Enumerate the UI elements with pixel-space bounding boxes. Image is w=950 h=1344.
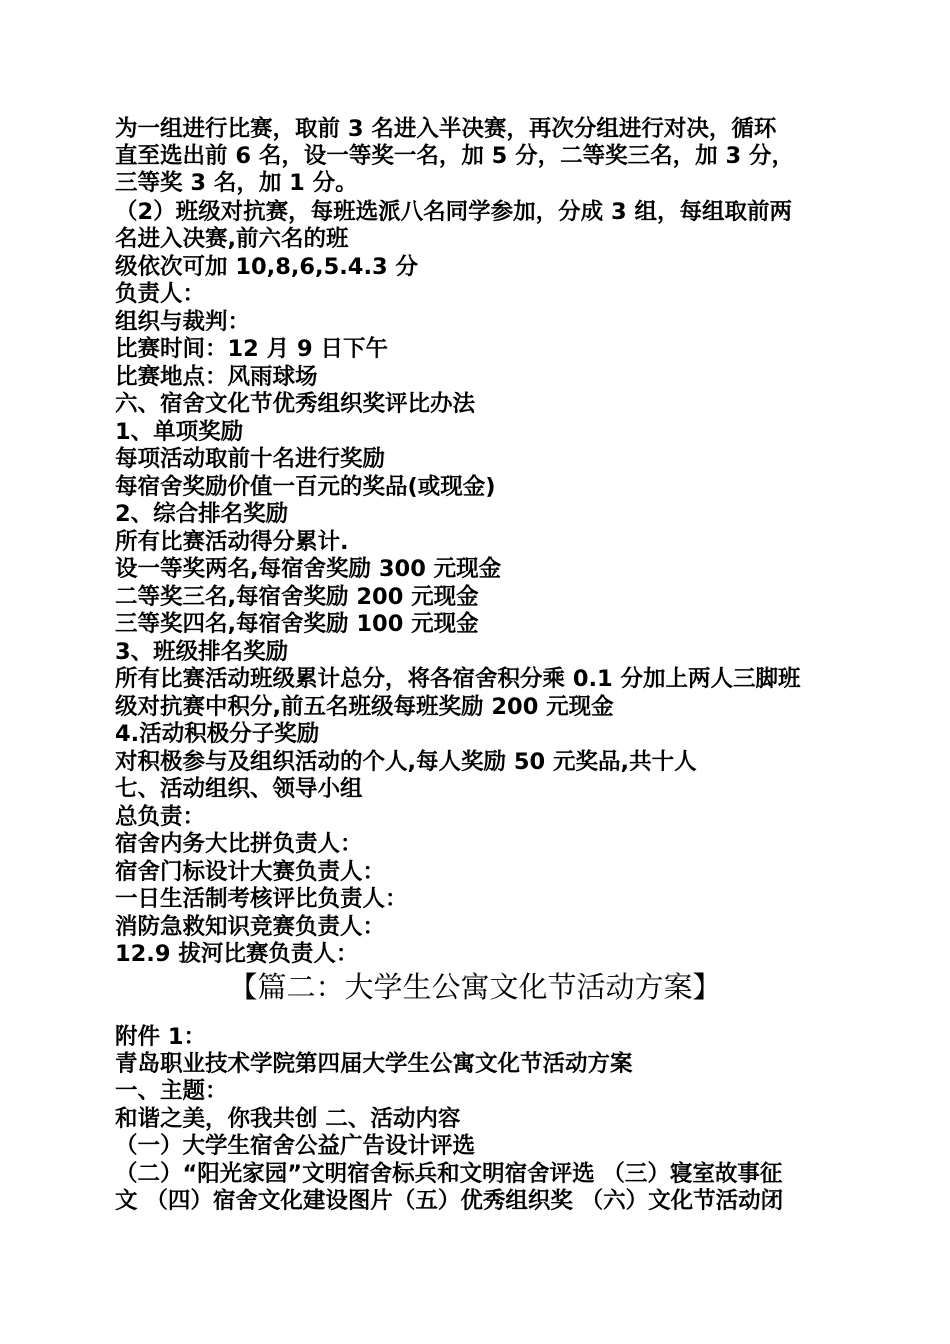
text-line: 三等奖四名,每宿舍奖励 100 元现金 [115, 611, 479, 637]
text-line: 每宿舍奖励价值一百元的奖品(或现金) [115, 474, 496, 500]
text-line: 所有比赛活动得分累计. [115, 529, 349, 555]
text-line: 消防急救知识竞赛负责人： [115, 914, 386, 940]
text-line: 青岛职业技术学院第四届大学生公寓文化节活动方案 [115, 1051, 633, 1077]
text-line: （二）“阳光家园”文明宿舍标兵和文明宿舍评选 （三）寝室故事征 [115, 1161, 783, 1187]
text-line: （一）大学生宿舍公益广告设计评选 [115, 1133, 476, 1159]
text-line: 4.活动积极分子奖励 [115, 721, 320, 747]
text-line: 级依次可加 10,8,6,5.4.3 分 [115, 254, 418, 280]
text-line: 2、综合排名奖励 [115, 501, 289, 527]
text-line: 名进入决赛,前六名的班 [115, 226, 349, 252]
text-line: 二等奖三名,每宿舍奖励 200 元现金 [115, 584, 479, 610]
text-line: 一日生活制考核评比负责人： [115, 886, 408, 912]
text-line: 附件 1： [115, 1024, 206, 1050]
text-line: 宿舍内务大比拼负责人： [115, 831, 363, 857]
text-line: 文 （四）宿舍文化建设图片（五）优秀组织奖 （六）文化节活动闭 [115, 1188, 784, 1214]
text-line: 宿舍门标设计大赛负责人： [115, 859, 386, 885]
text-line: 和谐之美，你我共创 二、活动内容 [115, 1106, 461, 1132]
text-line: 比赛地点：风雨球场 [115, 364, 318, 390]
text-line: 总负责： [115, 804, 206, 830]
text-line: 直至选出前 6 名，设一等奖一名，加 5 分，二等奖三名，加 3 分， [115, 143, 794, 169]
text-line: 三等奖 3 名，加 1 分。 [115, 170, 358, 196]
text-line: 组织与裁判： [115, 309, 251, 335]
text-line: （2）班级对抗赛，每班选派八名同学参加，分成 3 组，每组取前两 [115, 199, 792, 225]
text-line: 每项活动取前十名进行奖励 [115, 446, 386, 472]
text-line: 比赛时间：12 月 9 日下午 [115, 336, 388, 362]
text-line: 12.9 拔河比赛负责人： [115, 941, 359, 967]
text-line: 3、班级排名奖励 [115, 639, 289, 665]
text-line: 级对抗赛中积分,前五名班级每班奖励 200 元现金 [115, 694, 614, 720]
text-line: 一、主题： [115, 1078, 228, 1104]
text-line: 七、活动组织、领导小组 [115, 776, 363, 802]
text-line: 六、宿舍文化节优秀组织奖评比办法 [115, 391, 476, 417]
text-line: 1、单项奖励 [115, 419, 244, 445]
text-line: 对积极参与及组织活动的个人,每人奖励 50 元奖品,共十人 [115, 749, 697, 775]
section-heading: 【篇二：大学生公寓文化节活动方案】 [228, 970, 722, 1004]
text-line: 负责人： [115, 281, 206, 307]
text-line: 为一组进行比赛，取前 3 名进入半决赛，再次分组进行对决，循环 [115, 116, 777, 142]
text-line: 所有比赛活动班级累计总分，将各宿舍积分乘 0.1 分加上两人三脚班 [115, 666, 801, 692]
text-line: 设一等奖两名,每宿舍奖励 300 元现金 [115, 556, 502, 582]
